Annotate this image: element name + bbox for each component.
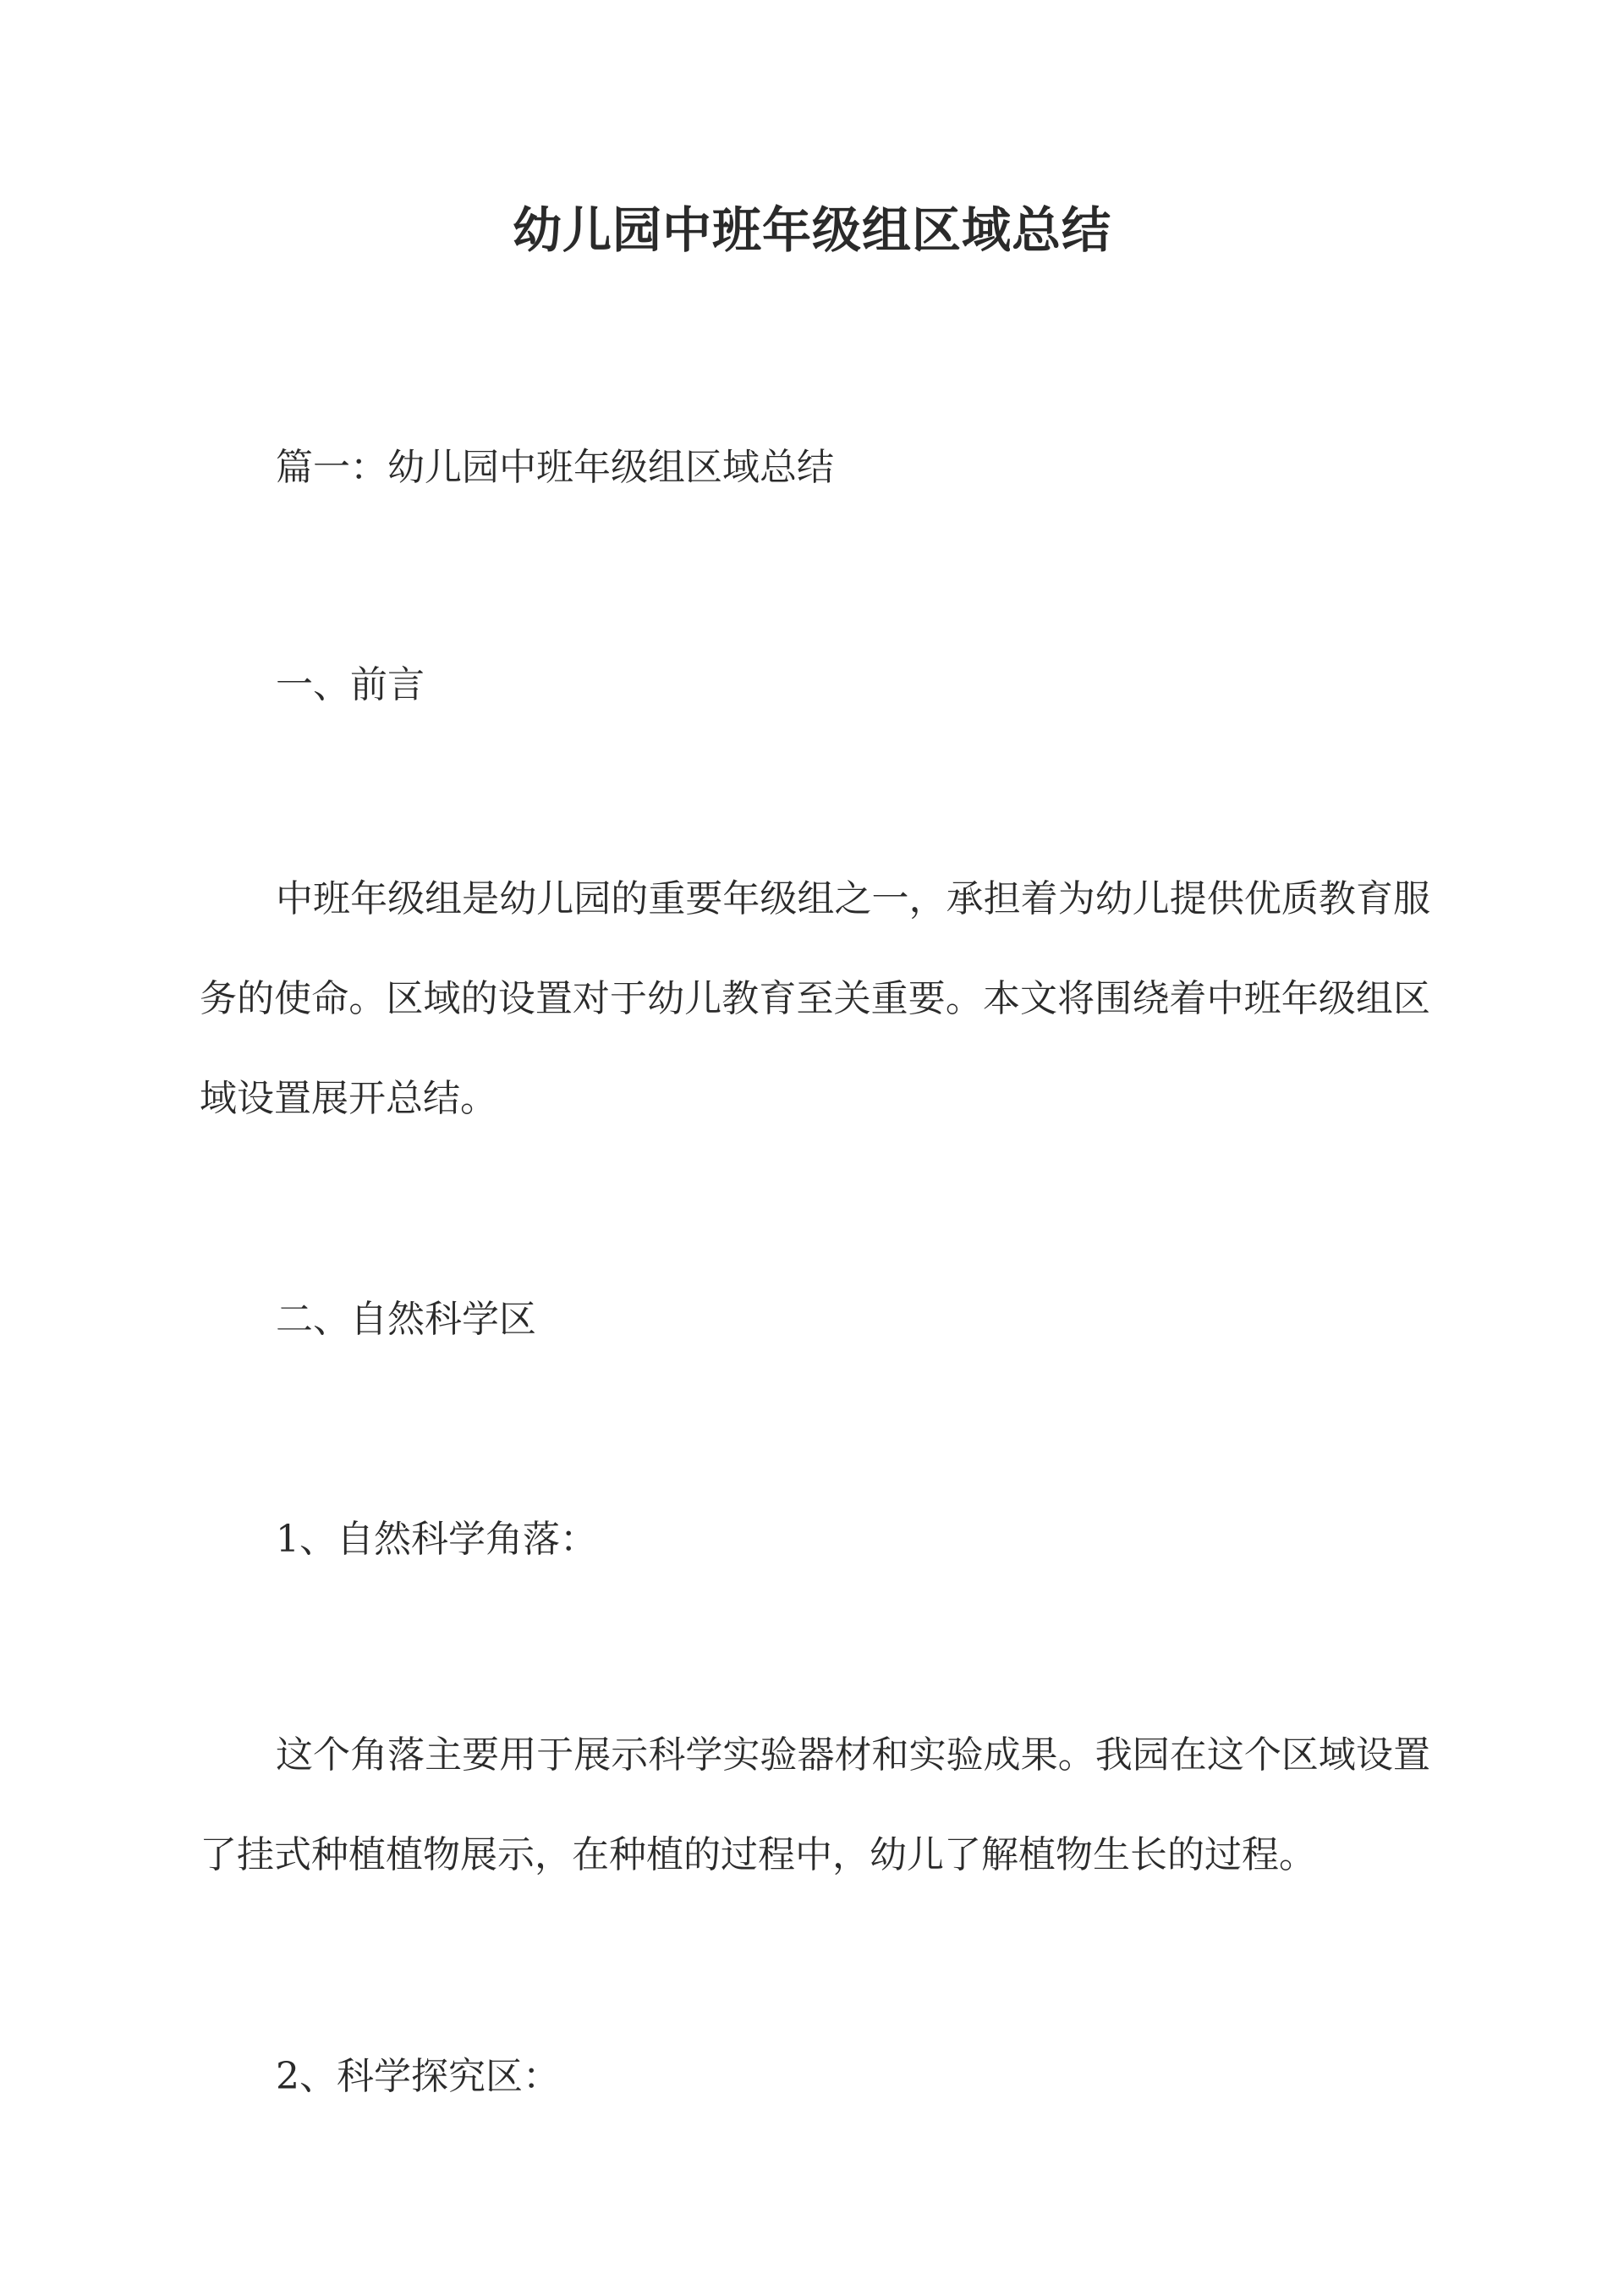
document-subtitle: 篇一：幼儿园中班年级组区域总结 xyxy=(276,446,834,489)
paragraph-preface: 中班年级组是幼儿园的重要年级组之一，承担着为幼儿提供优质教育服务的使命。区域的设置对于幼儿教育至关重要。本文将围绕着中班年级组区域设置展开总结。 xyxy=(200,877,1430,1120)
section-heading-preface: 一、前言 xyxy=(276,663,425,706)
section-heading-natural-science: 二、自然科学区 xyxy=(276,1298,536,1341)
paragraph-science-corner: 这个角落主要用于展示科学实验器材和实验成果。我园在这个区域设置了挂式种植植物展示，在种植的过程中，幼儿了解植物生长的过程。 xyxy=(200,1733,1430,1876)
item-heading-science-exploration: 2、科学探究区： xyxy=(276,2055,560,2098)
document-title: 幼儿园中班年级组区域总结 xyxy=(512,201,1111,259)
item-heading-science-corner: 1、自然科学角落： xyxy=(276,1518,597,1561)
